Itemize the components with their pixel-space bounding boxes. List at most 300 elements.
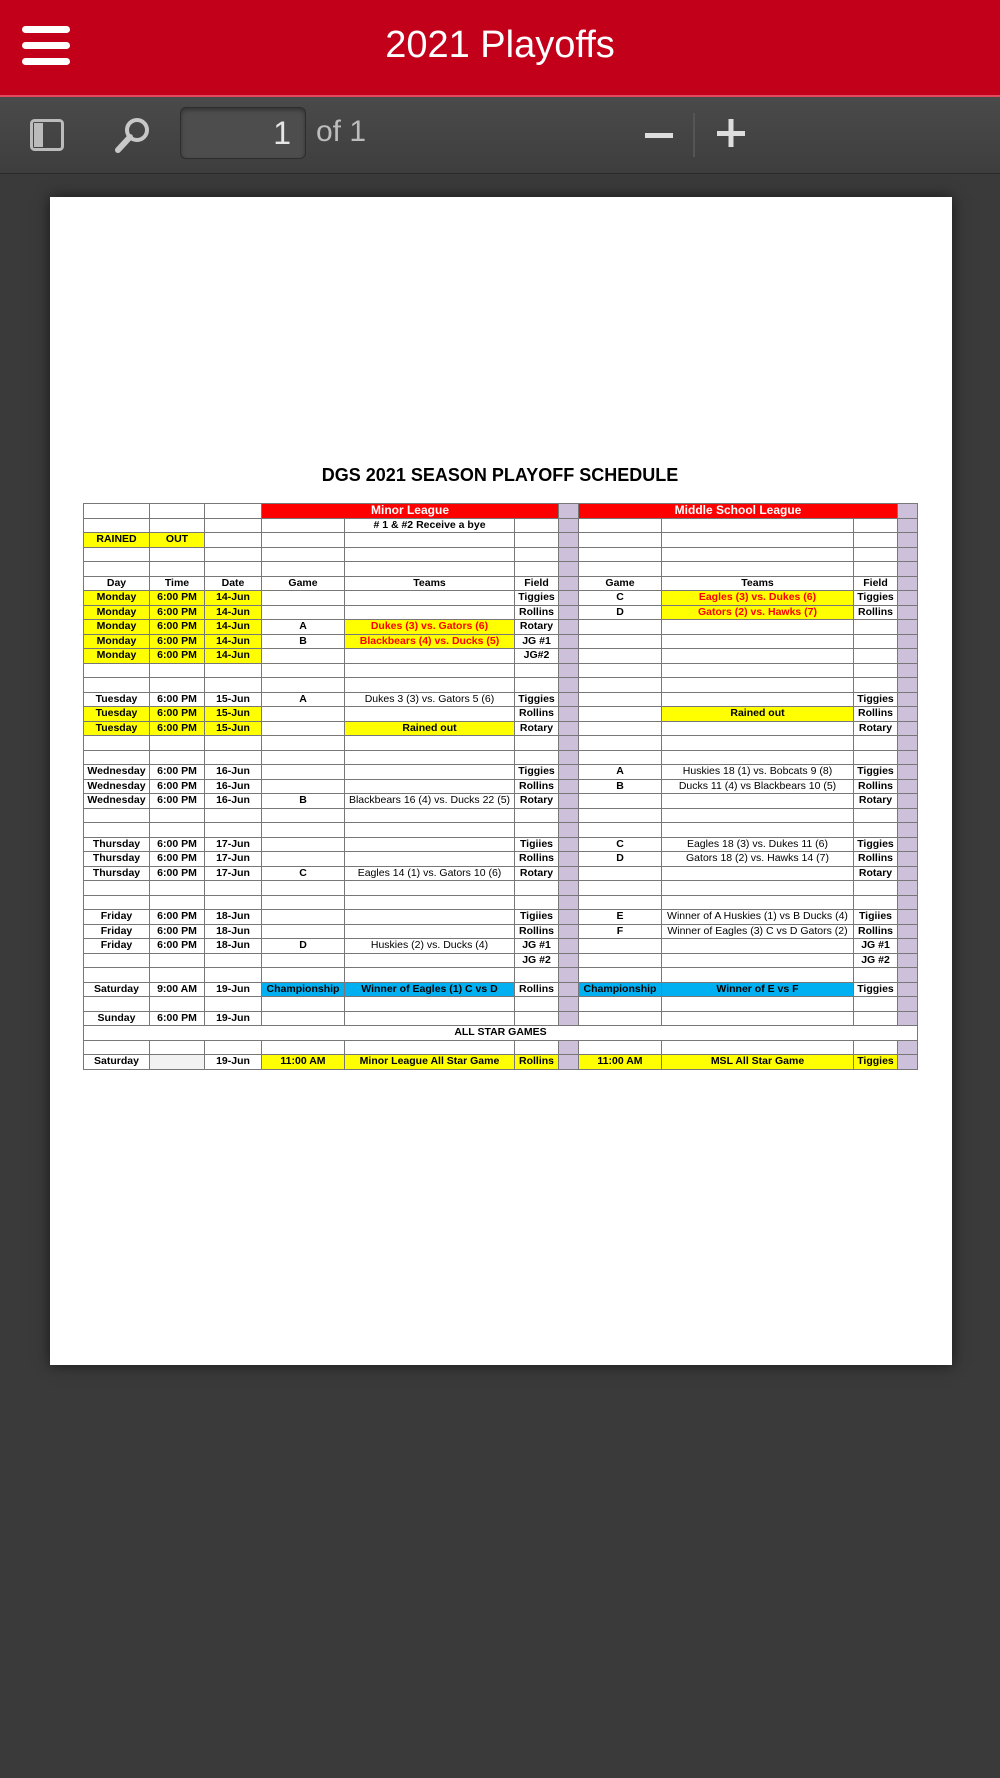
table-cell: [898, 504, 918, 519]
field-cell: [854, 620, 898, 635]
time-cell: [150, 1055, 205, 1070]
time-cell: 6:00 PM: [150, 837, 205, 852]
table-cell: [559, 518, 579, 533]
table-cell: [662, 997, 854, 1012]
table-cell: [205, 968, 262, 983]
game-cell: B: [262, 794, 345, 809]
teams-cell: Blackbears 16 (4) vs. Ducks 22 (5): [345, 794, 515, 809]
table-cell: [898, 649, 918, 664]
table-cell: [559, 765, 579, 780]
table-cell: [262, 547, 345, 562]
teams-cell: [345, 779, 515, 794]
msl-header: Middle School League: [579, 504, 898, 519]
field-cell: Rotary: [515, 620, 559, 635]
schedule-row: [84, 852, 918, 867]
schedule-row: [84, 649, 918, 664]
teams-cell: Dukes 3 (3) vs. Gators 5 (6): [345, 692, 515, 707]
game-cell: C: [262, 866, 345, 881]
teams-cell: Rained out: [345, 721, 515, 736]
field-cell: Rotary: [854, 794, 898, 809]
date-cell: 16-Jun: [205, 765, 262, 780]
table-cell: [150, 895, 205, 910]
table-cell: [898, 823, 918, 838]
game-cell: [262, 765, 345, 780]
schedule-row: [84, 982, 918, 997]
table-cell: [662, 881, 854, 896]
game-cell: [262, 924, 345, 939]
table-cell: [898, 1011, 918, 1026]
table-cell: [84, 881, 150, 896]
game-cell: [579, 649, 662, 664]
table-cell: [205, 736, 262, 751]
teams-cell: [345, 707, 515, 722]
col-date: Date: [205, 576, 262, 591]
table-cell: [662, 750, 854, 765]
table-cell: [84, 823, 150, 838]
table-cell: [84, 808, 150, 823]
field-cell: Rollins: [515, 982, 559, 997]
table-cell: [898, 1055, 918, 1070]
col-day: Day: [84, 576, 150, 591]
date-cell: 14-Jun: [205, 620, 262, 635]
field-cell: Tiggies: [854, 982, 898, 997]
spacer-row: [84, 997, 918, 1012]
table-cell: [559, 939, 579, 954]
table-cell: [559, 533, 579, 548]
field-cell: Rotary: [854, 721, 898, 736]
day-cell: Monday: [84, 605, 150, 620]
table-cell: [579, 533, 662, 548]
teams-cell: [345, 953, 515, 968]
schedule-row: [84, 721, 918, 736]
table-cell: [898, 721, 918, 736]
table-cell: [559, 634, 579, 649]
table-cell: [262, 808, 345, 823]
table-cell: [262, 678, 345, 693]
game-cell: [579, 866, 662, 881]
app-header: [0, 0, 1000, 97]
table-cell: [150, 823, 205, 838]
day-cell: Wednesday: [84, 765, 150, 780]
league-header-row: [84, 504, 918, 519]
table-cell: [205, 663, 262, 678]
game-cell: A: [579, 765, 662, 780]
spacer-row: [84, 823, 918, 838]
table-cell: [579, 823, 662, 838]
table-cell: [84, 518, 150, 533]
table-cell: [150, 518, 205, 533]
out-label: OUT: [150, 533, 205, 548]
table-cell: [898, 692, 918, 707]
spacer-row: [84, 895, 918, 910]
schedule-row: [84, 591, 918, 606]
table-cell: [84, 968, 150, 983]
time-cell: 6:00 PM: [150, 1011, 205, 1026]
table-cell: [205, 997, 262, 1012]
time-cell: 6:00 PM: [150, 866, 205, 881]
field-cell: Tigiies: [854, 910, 898, 925]
teams-cell: [662, 634, 854, 649]
table-cell: [205, 750, 262, 765]
game-cell: A: [262, 692, 345, 707]
spacer-row: [84, 968, 918, 983]
table-cell: [515, 663, 559, 678]
table-cell: [854, 997, 898, 1012]
table-cell: [559, 895, 579, 910]
teams-cell: Winner of Eagles (3) C vs D Gators (2): [662, 924, 854, 939]
search-icon[interactable]: [113, 115, 153, 155]
schedule-row: [84, 953, 918, 968]
spacer-row: [84, 663, 918, 678]
table-cell: [898, 837, 918, 852]
table-cell: [150, 663, 205, 678]
day-cell: Tuesday: [84, 721, 150, 736]
rained-label: RAINED: [84, 533, 150, 548]
table-cell: [898, 663, 918, 678]
teams-cell: Dukes (3) vs. Gators (6): [345, 620, 515, 635]
table-cell: [515, 547, 559, 562]
table-cell: [579, 562, 662, 577]
teams-cell: Huskies 18 (1) vs. Bobcats 9 (8): [662, 765, 854, 780]
game-cell: [262, 721, 345, 736]
teams-cell: Winner of E vs F: [662, 982, 854, 997]
field-cell: Tiggies: [854, 837, 898, 852]
game-cell: F: [579, 924, 662, 939]
table-cell: [898, 518, 918, 533]
table-cell: [898, 852, 918, 867]
table-cell: [515, 808, 559, 823]
table-cell: [84, 678, 150, 693]
day-cell: Monday: [84, 620, 150, 635]
teams-cell: [662, 939, 854, 954]
col-field: Field: [854, 576, 898, 591]
game-cell: Championship: [579, 982, 662, 997]
table-cell: [898, 779, 918, 794]
table-cell: [262, 750, 345, 765]
field-cell: Rollins: [515, 605, 559, 620]
table-cell: [898, 591, 918, 606]
table-cell: [84, 1040, 150, 1055]
table-cell: [84, 750, 150, 765]
time-cell: 6:00 PM: [150, 852, 205, 867]
table-cell: [579, 663, 662, 678]
spacer-row: [84, 881, 918, 896]
table-cell: [515, 678, 559, 693]
table-cell: [854, 533, 898, 548]
table-cell: [854, 895, 898, 910]
table-cell: [898, 808, 918, 823]
date-cell: 15-Jun: [205, 721, 262, 736]
table-cell: [662, 823, 854, 838]
toolbar-divider: [693, 113, 695, 157]
table-cell: [854, 736, 898, 751]
table-cell: [345, 968, 515, 983]
field-cell: Rollins: [854, 779, 898, 794]
table-cell: [205, 895, 262, 910]
table-cell: [898, 939, 918, 954]
sidebar-toggle-icon[interactable]: [30, 119, 64, 151]
app-title: 2021 Playoffs: [385, 24, 615, 66]
table-cell: [205, 547, 262, 562]
schedule-row: [84, 1055, 918, 1070]
table-cell: [662, 533, 854, 548]
day-cell: Friday: [84, 939, 150, 954]
teams-cell: Winner of A Huskies (1) vs B Ducks (4): [662, 910, 854, 925]
table-cell: [515, 750, 559, 765]
table-cell: [150, 997, 205, 1012]
game-cell: Championship: [262, 982, 345, 997]
table-cell: [898, 736, 918, 751]
table-cell: [262, 562, 345, 577]
table-cell: [150, 562, 205, 577]
teams-cell: Rained out: [662, 707, 854, 722]
table-cell: [84, 504, 150, 519]
field-cell: Tiggies: [854, 591, 898, 606]
table-cell: [345, 750, 515, 765]
table-cell: [559, 692, 579, 707]
table-cell: [84, 547, 150, 562]
field-cell: Rollins: [854, 924, 898, 939]
rained-out-row: [84, 533, 918, 548]
day-cell: Thursday: [84, 852, 150, 867]
table-cell: [559, 837, 579, 852]
table-cell: [898, 881, 918, 896]
table-cell: [662, 895, 854, 910]
teams-cell: [662, 692, 854, 707]
field-cell: Rotary: [854, 866, 898, 881]
bye-note-row: [84, 518, 918, 533]
table-cell: [345, 808, 515, 823]
table-cell: [205, 823, 262, 838]
table-cell: [559, 1055, 579, 1070]
field-cell: JG #2: [515, 953, 559, 968]
zoom-in-icon[interactable]: [712, 113, 752, 153]
table-cell: [898, 750, 918, 765]
table-cell: [345, 562, 515, 577]
field-cell: [854, 634, 898, 649]
table-cell: [579, 1040, 662, 1055]
table-cell: [898, 620, 918, 635]
table-cell: [84, 895, 150, 910]
teams-cell: [345, 765, 515, 780]
schedule-row: [84, 924, 918, 939]
field-cell: Rotary: [515, 866, 559, 881]
teams-cell: [662, 649, 854, 664]
table-cell: [559, 910, 579, 925]
date-cell: 14-Jun: [205, 649, 262, 664]
teams-cell: Ducks 11 (4) vs Blackbears 10 (5): [662, 779, 854, 794]
table-cell: [854, 750, 898, 765]
field-cell: Rollins: [515, 852, 559, 867]
table-cell: [898, 533, 918, 548]
table-cell: [515, 997, 559, 1012]
teams-cell: Gators 18 (2) vs. Hawks 14 (7): [662, 852, 854, 867]
table-cell: [150, 808, 205, 823]
schedule-row: [84, 794, 918, 809]
table-cell: [559, 881, 579, 896]
table-cell: [898, 924, 918, 939]
game-cell: [579, 707, 662, 722]
table-cell: [345, 823, 515, 838]
table-cell: [898, 997, 918, 1012]
field-cell: Tiggies: [515, 591, 559, 606]
table-cell: [515, 895, 559, 910]
time-cell: 6:00 PM: [150, 779, 205, 794]
day-cell: Monday: [84, 649, 150, 664]
col-game: Game: [262, 576, 345, 591]
table-cell: [579, 895, 662, 910]
spacer-row: [84, 547, 918, 562]
field-cell: [515, 1011, 559, 1026]
table-cell: [854, 518, 898, 533]
pdf-toolbar: [0, 97, 1000, 174]
table-cell: [262, 736, 345, 751]
table-cell: [898, 707, 918, 722]
date-cell: 19-Jun: [205, 982, 262, 997]
teams-cell: Eagles 18 (3) vs. Dukes 11 (6): [662, 837, 854, 852]
table-cell: [579, 881, 662, 896]
teams-cell: [345, 591, 515, 606]
table-cell: [898, 576, 918, 591]
table-cell: [898, 547, 918, 562]
schedule-row: [84, 692, 918, 707]
table-cell: [345, 678, 515, 693]
schedule-table: [83, 503, 918, 1070]
table-cell: [579, 808, 662, 823]
table-cell: [559, 721, 579, 736]
table-cell: [262, 1040, 345, 1055]
field-cell: JG #1: [515, 634, 559, 649]
table-cell: [345, 533, 515, 548]
game-cell: 11:00 AM: [262, 1055, 345, 1070]
table-cell: [262, 895, 345, 910]
table-cell: [262, 881, 345, 896]
game-cell: [262, 707, 345, 722]
field-cell: Tiggies: [854, 692, 898, 707]
table-cell: [579, 968, 662, 983]
table-cell: [262, 533, 345, 548]
table-cell: [84, 663, 150, 678]
table-cell: [150, 881, 205, 896]
game-cell: [262, 779, 345, 794]
time-cell: 6:00 PM: [150, 707, 205, 722]
table-cell: [205, 1040, 262, 1055]
table-cell: [559, 924, 579, 939]
table-cell: [150, 968, 205, 983]
spacer-row: [84, 736, 918, 751]
table-cell: [205, 678, 262, 693]
day-cell: Tuesday: [84, 692, 150, 707]
table-cell: [579, 736, 662, 751]
table-cell: [205, 808, 262, 823]
date-cell: 17-Jun: [205, 837, 262, 852]
table-cell: [662, 968, 854, 983]
table-cell: [559, 547, 579, 562]
table-cell: [84, 562, 150, 577]
table-cell: [262, 997, 345, 1012]
table-cell: [662, 1040, 854, 1055]
time-cell: 6:00 PM: [150, 924, 205, 939]
date-cell: 18-Jun: [205, 910, 262, 925]
game-cell: [579, 634, 662, 649]
teams-cell: [345, 852, 515, 867]
teams-cell: [345, 910, 515, 925]
game-cell: [579, 620, 662, 635]
schedule-row: [84, 707, 918, 722]
table-cell: [579, 750, 662, 765]
table-cell: [559, 562, 579, 577]
table-cell: [262, 663, 345, 678]
date-cell: 16-Jun: [205, 779, 262, 794]
table-cell: [345, 881, 515, 896]
date-cell: 14-Jun: [205, 634, 262, 649]
zoom-out-icon[interactable]: [640, 115, 680, 155]
table-cell: [559, 1040, 579, 1055]
table-cell: [898, 634, 918, 649]
field-cell: Rollins: [854, 605, 898, 620]
table-cell: [345, 736, 515, 751]
schedule-row: [84, 866, 918, 881]
page-number-input[interactable]: [180, 107, 306, 159]
teams-cell: [662, 794, 854, 809]
field-cell: Rotary: [515, 721, 559, 736]
time-cell: 6:00 PM: [150, 939, 205, 954]
time-cell: 6:00 PM: [150, 692, 205, 707]
field-cell: [854, 649, 898, 664]
spacer-row: [84, 808, 918, 823]
table-cell: [205, 533, 262, 548]
teams-cell: [662, 620, 854, 635]
pdf-page: [50, 197, 952, 1365]
minor-league-header: Minor League: [262, 504, 559, 519]
table-cell: [150, 1040, 205, 1055]
table-cell: [515, 881, 559, 896]
table-cell: [559, 750, 579, 765]
teams-cell: Eagles 14 (1) vs. Gators 10 (6): [345, 866, 515, 881]
table-cell: [559, 504, 579, 519]
day-cell: Tuesday: [84, 707, 150, 722]
page-total-label: of 1: [316, 115, 367, 148]
field-cell: [854, 1011, 898, 1026]
teams-cell: [662, 721, 854, 736]
table-cell: [515, 968, 559, 983]
table-cell: [150, 736, 205, 751]
table-cell: [854, 547, 898, 562]
field-cell: JG #1: [854, 939, 898, 954]
time-cell: 6:00 PM: [150, 721, 205, 736]
table-cell: [262, 823, 345, 838]
time-cell: 9:00 AM: [150, 982, 205, 997]
game-cell: [262, 910, 345, 925]
teams-cell: Huskies (2) vs. Ducks (4): [345, 939, 515, 954]
table-cell: [559, 591, 579, 606]
all-star-header-row: [84, 1026, 918, 1041]
table-cell: [559, 678, 579, 693]
game-cell: [262, 1011, 345, 1026]
table-cell: [579, 678, 662, 693]
teams-cell: [345, 1011, 515, 1026]
table-cell: [205, 504, 262, 519]
game-cell: [579, 692, 662, 707]
time-cell: [150, 953, 205, 968]
table-cell: [559, 982, 579, 997]
field-cell: JG#2: [515, 649, 559, 664]
game-cell: C: [579, 591, 662, 606]
table-cell: [854, 968, 898, 983]
table-cell: [345, 895, 515, 910]
table-cell: [150, 547, 205, 562]
date-cell: 18-Jun: [205, 924, 262, 939]
